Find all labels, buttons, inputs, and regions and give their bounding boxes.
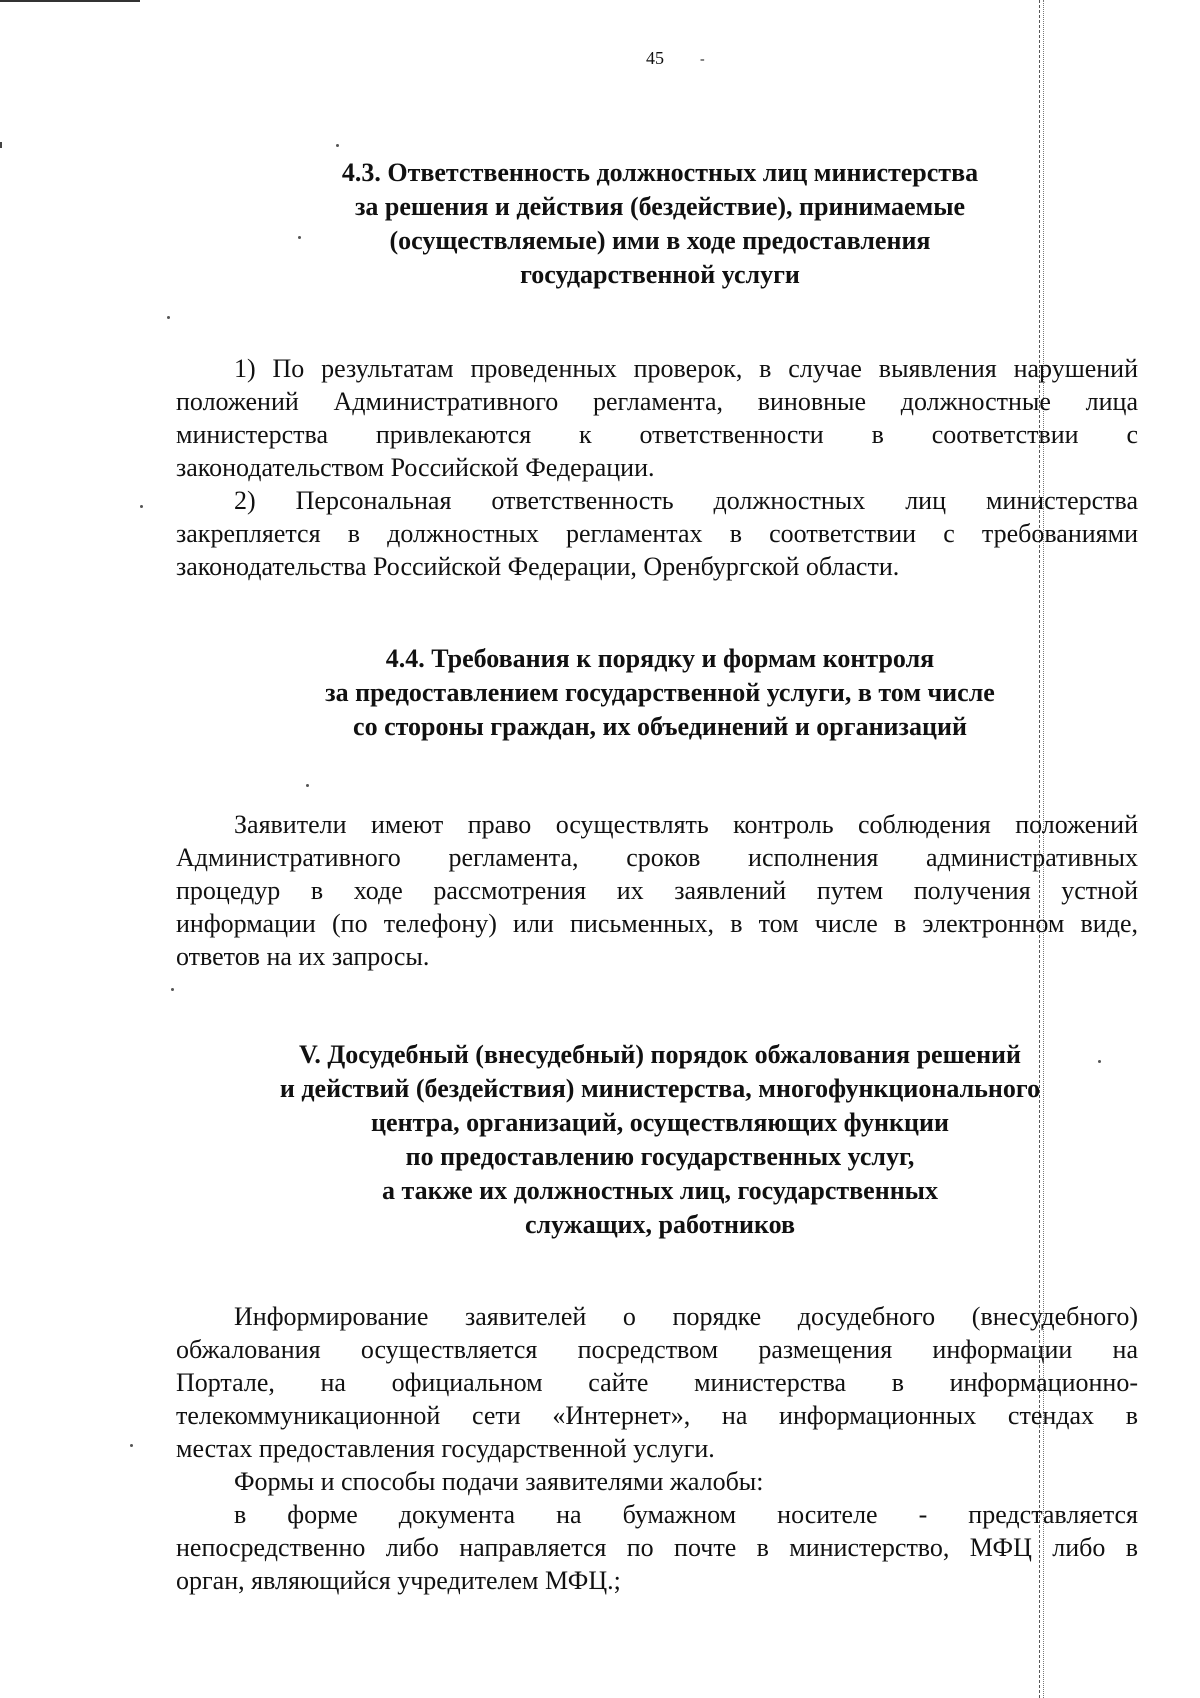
section-4-3-paragraph-1 [176, 352, 1138, 484]
scan-speck [298, 236, 301, 239]
scan-speck [171, 988, 174, 991]
heading-line: 4.4. Требования к порядку и формам контроля [385, 644, 935, 673]
paragraph-line: в форме документа на бумажном носителе - представляется [234, 1500, 1138, 1529]
scan-artifact-rule [0, 0, 140, 2]
paragraph-line: министерства привлекаются к ответственности в соответствии с [176, 420, 1138, 449]
paragraph-line: непосредственно либо направляется по почте в министерство, МФЦ либо в [176, 1533, 1138, 1562]
paragraph-line: Административного регламента, сроков исполнения административных [176, 843, 1138, 872]
section-5-heading [180, 1038, 1140, 1242]
scan-speck [336, 144, 339, 147]
paragraph-line: 1) По результатам проведенных проверок, в случае выявления нарушений [234, 354, 1138, 383]
paragraph-line: 2) Персональная ответственность должностных лиц министерства [234, 486, 1138, 515]
section-4-4-heading [180, 642, 1140, 744]
heading-line: центра, организаций, осуществляющих функции [371, 1108, 949, 1137]
scan-speck [306, 784, 309, 787]
paragraph-line: положений Административного регламента, виновные должностные лица [176, 387, 1138, 416]
scan-speck [130, 1444, 133, 1447]
scan-speck [140, 505, 143, 508]
paragraph-line: процедур в ходе рассмотрения их заявлений путем получения устной [176, 876, 1138, 905]
heading-line: государственной услуги [520, 260, 800, 289]
paragraph-line: ответов на их запросы. [176, 942, 430, 971]
heading-line: V. Досудебный (внесудебный) порядок обжалования решений [298, 1040, 1022, 1069]
scan-artifact-mark [0, 142, 2, 148]
paragraph-line: законодательством Российской Федерации. [176, 453, 655, 482]
paragraph-line: Портале, на официальном сайте министерства в информационно- [176, 1368, 1138, 1397]
section-4-3-heading [180, 156, 1140, 292]
page-number-dash: - [700, 52, 705, 67]
paragraph-line: закрепляется в должностных регламентах в соответствии с требованиями [176, 519, 1138, 548]
paragraph-line: Заявители имеют право осуществлять контроль соблюдения положений [234, 810, 1138, 839]
section-5-paragraph-1 [176, 1300, 1138, 1465]
section-5-paragraph-3 [176, 1498, 1138, 1597]
heading-line: и действий (бездействия) министерства, многофункционального [279, 1074, 1041, 1103]
heading-line: 4.3. Ответственность должностных лиц министерства [341, 158, 979, 187]
paragraph-line: обжалования осуществляется посредством размещения информации на [176, 1335, 1138, 1364]
section-4-3-paragraph-2 [176, 484, 1138, 583]
paragraph-line: Информирование заявителей о порядке досудебного (внесудебного) [234, 1302, 1138, 1331]
heading-line: (осуществляемые) ими в ходе предоставления [389, 226, 931, 255]
heading-line: служащих, работников [524, 1210, 796, 1239]
scan-speck [1098, 1060, 1101, 1063]
page-number: 45 [646, 48, 664, 68]
paragraph-line: орган, являющийся учредителем МФЦ.; [176, 1566, 621, 1595]
paragraph-line: телекоммуникационной сети «Интернет», на информационных стендах в [176, 1401, 1138, 1430]
section-4-4-paragraph [176, 808, 1138, 973]
heading-line: а также их должностных лиц, государственных [382, 1176, 938, 1205]
section-5-paragraph-2 [176, 1465, 1138, 1498]
paragraph-line: законодательства Российской Федерации, Оренбургской области. [176, 552, 900, 581]
paragraph-line: Формы и способы подачи заявителями жалобы: [234, 1467, 764, 1496]
paragraph-line: информации (по телефону) или письменных, в том числе в электронном виде, [176, 909, 1138, 938]
paragraph-line: местах предоставления государственной услуги. [176, 1434, 715, 1463]
scan-speck [167, 316, 170, 319]
heading-line: за решения и действия (бездействие), принимаемые [354, 192, 966, 221]
heading-line: по предоставлению государственных услуг, [405, 1142, 915, 1171]
heading-line: за предоставлением государственной услуги, в том числе [325, 678, 995, 707]
heading-line: со стороны граждан, их объединений и организаций [353, 712, 967, 741]
